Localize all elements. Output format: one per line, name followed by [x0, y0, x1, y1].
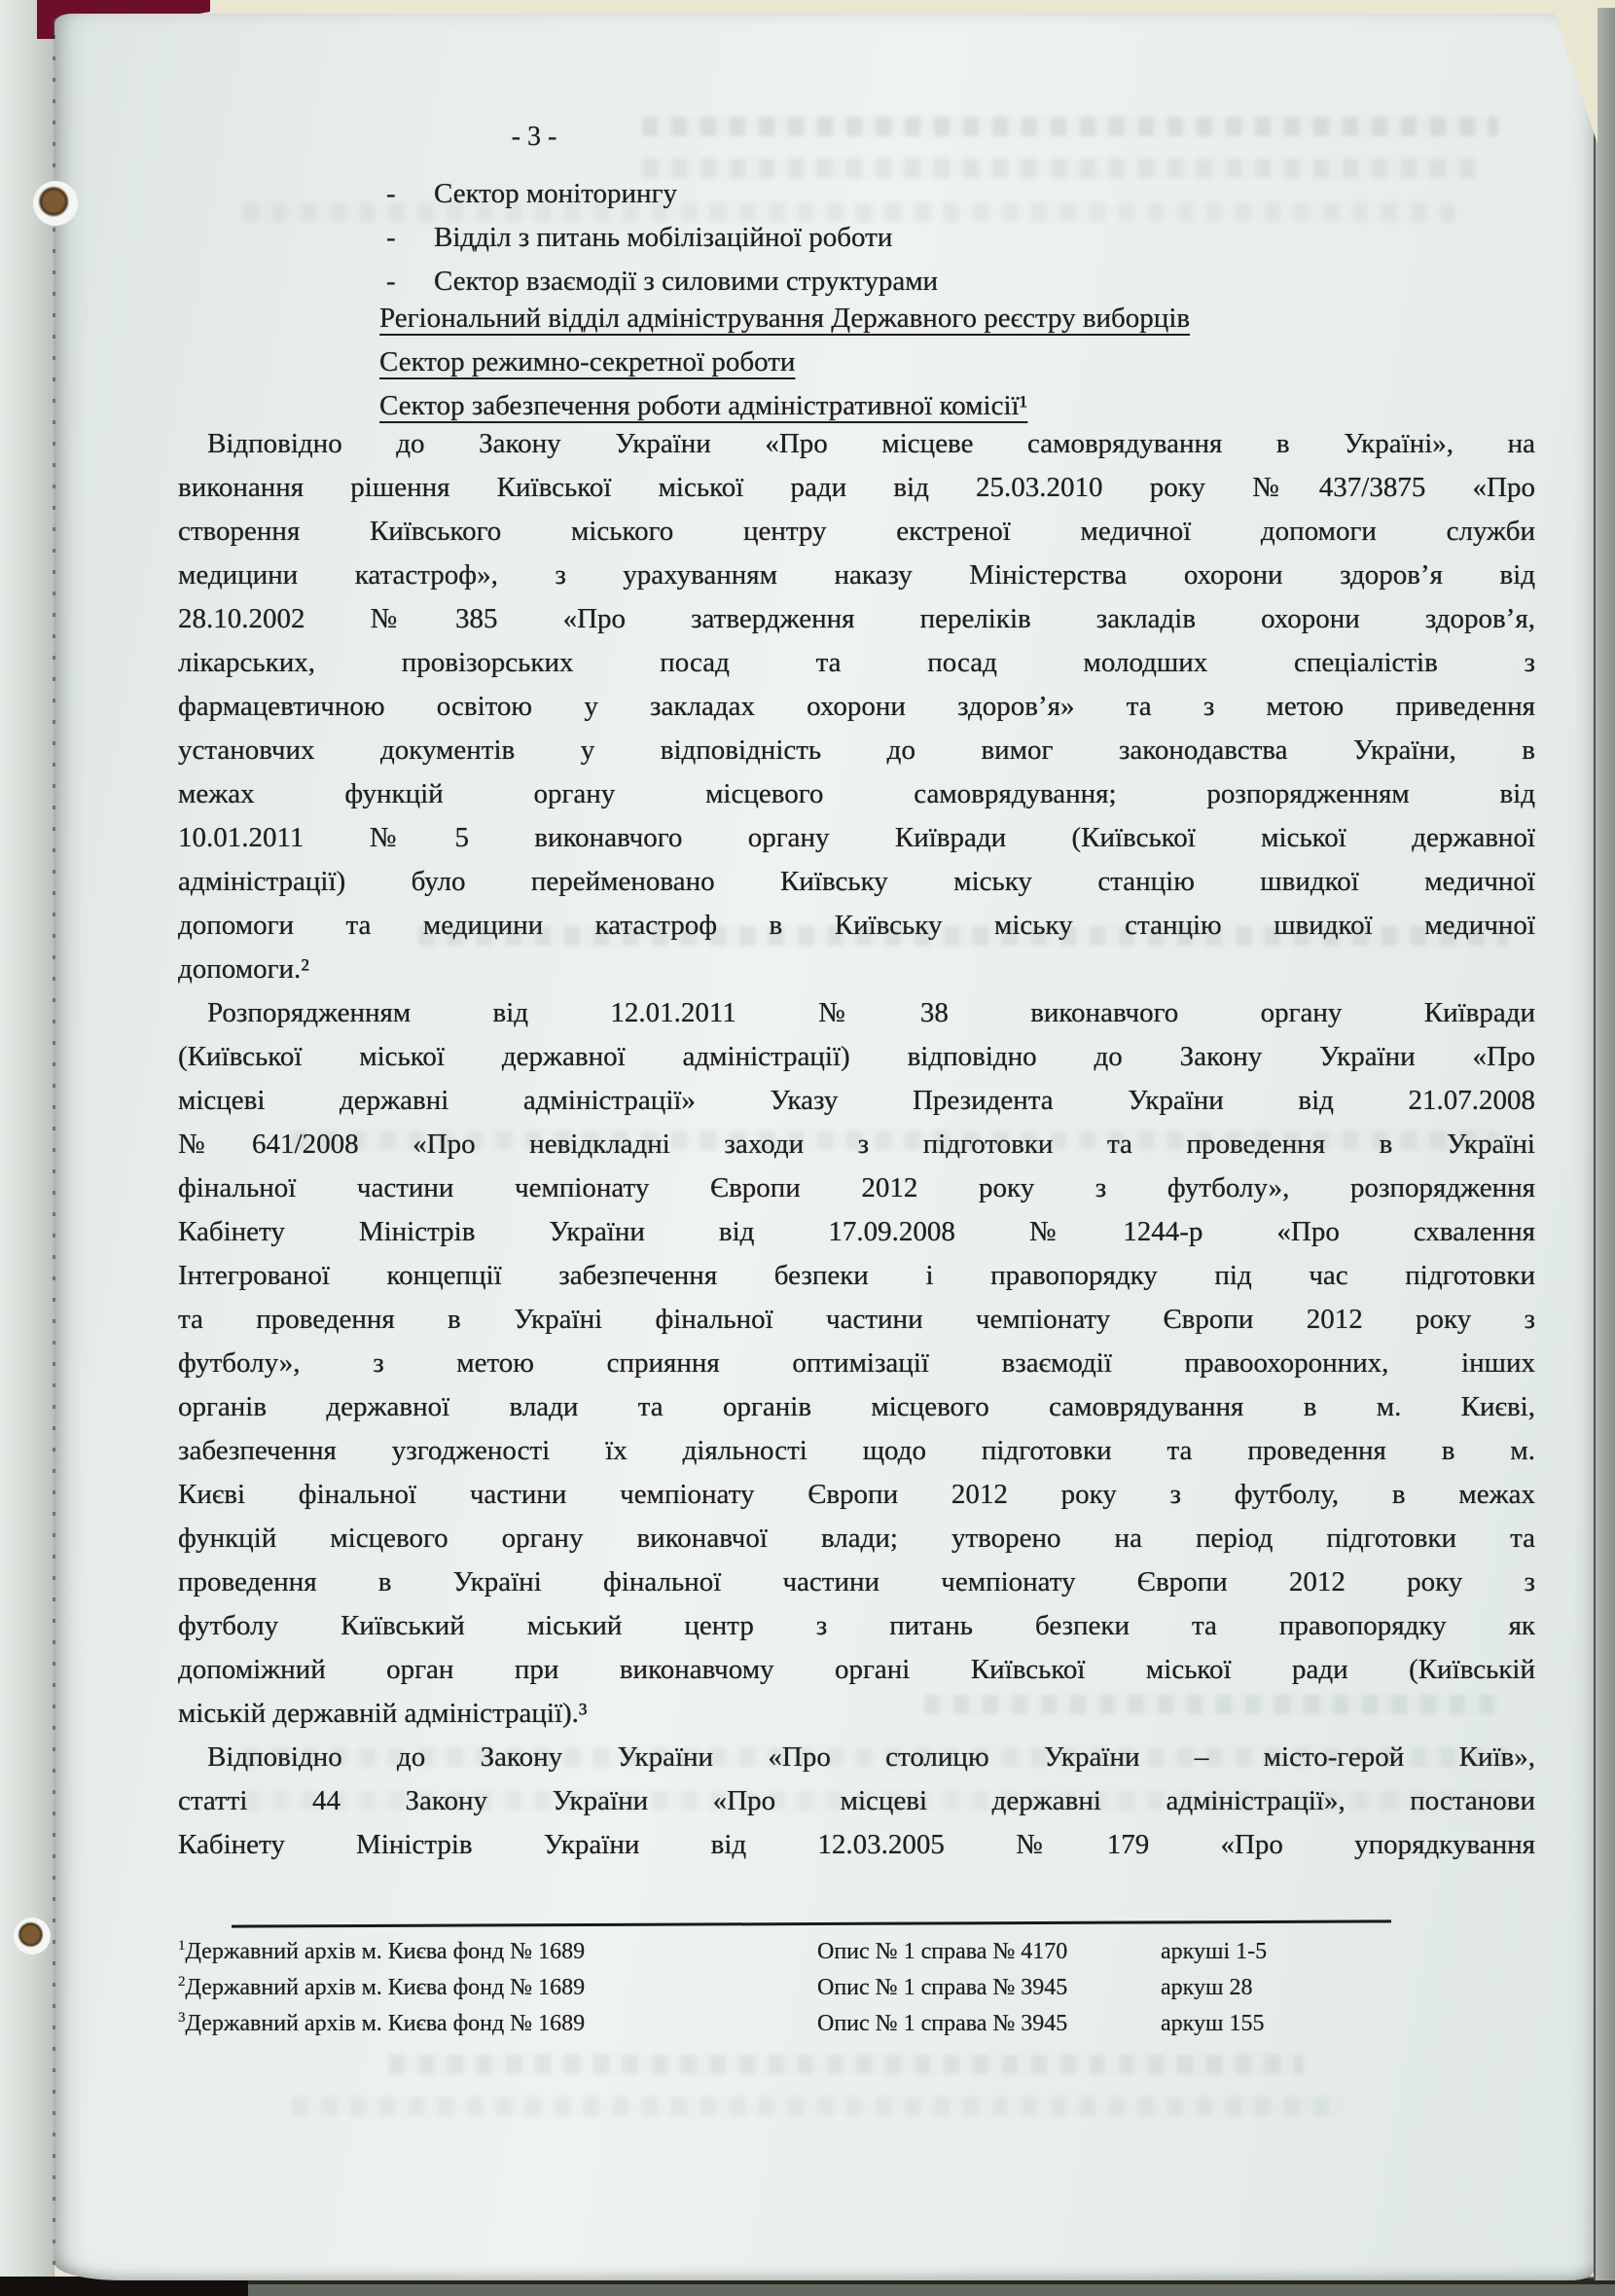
paragraph-line: установчих документів у відповідність до вимог законодавства України, в: [178, 735, 1535, 766]
underlined-heading: Регіональний відділ адміністрування Державного реєстру виборців: [379, 303, 1191, 334]
footnote-inventory: Опис № 1 справа № 4170: [817, 1939, 1068, 1964]
paragraph-line: Відповідно до Закону України «Про місцеве самоврядування в Україні», на: [207, 428, 1535, 459]
paragraph-line: №641/2008 «Про невідкладні заходи з підготовки та проведення в Україні: [178, 1129, 1535, 1160]
list-bullet: -: [386, 266, 396, 297]
footnote-inventory: Опис № 1 справа № 3945: [817, 2011, 1068, 2036]
list-item: [386, 216, 1262, 260]
paragraph-line: фармацевтичною освітою у закладах охорони здоров’я» та з метою приведення: [178, 691, 1535, 722]
paragraph-line: допоміжний орган при виконавчому органі Київської міської ради (Київській: [178, 1654, 1535, 1685]
paragraph-line: створення Київського міського центру екстреної медичної допомоги служби: [178, 516, 1535, 547]
paragraph-line: футболу», з метою сприяння оптимізації взаємодії правоохоронних, інших: [178, 1347, 1535, 1379]
list-item-label: Сектор взаємодії з силовими структурами: [434, 266, 939, 297]
footnote-source: [178, 2006, 817, 2042]
paragraph-line: та проведення в Україні фінальної частини чемпіонату Європи 2012 року з: [178, 1304, 1535, 1335]
org-units-list: [386, 172, 1262, 304]
paragraph-line: 10.01.2011 №5 виконавчого органу Київради (Київської міської державної: [178, 822, 1535, 853]
paragraph-line: Кабінету Міністрів України від 12.03.2005 №179 «Про упорядкування: [178, 1829, 1535, 1860]
footnote-inventory: Опис № 1 справа № 3945: [817, 1975, 1068, 2000]
footnote-source: [178, 1970, 817, 2006]
paragraph-line: органів державної влади та органів місцевого самоврядування в м. Києві,: [178, 1391, 1535, 1422]
paragraph-line: Києві фінальної частини чемпіонату Європи 2012 року з футболу, в межах: [178, 1479, 1535, 1510]
list-bullet: -: [386, 222, 396, 253]
paragraph-line: міській державній адміністрації).³: [178, 1698, 588, 1729]
binding-seam: [53, 14, 55, 2277]
footnote-marker: 2: [178, 1974, 186, 1990]
paragraph-line: адміністрації) було перейменовано Київську міську станцію швидкої медичної: [178, 866, 1535, 897]
list-item-label: Відділ з питань мобілізаційної роботи: [434, 222, 893, 253]
footnote-sheets: аркуш 28: [1161, 1975, 1253, 2000]
body-paragraphs: [178, 422, 1535, 1867]
paragraph-line: забезпечення узгодженості їх діяльності щодо підготовки та проведення в м.: [178, 1435, 1535, 1466]
page-edge-shadow: [1594, 8, 1615, 2280]
footnote-source-text: Державний архів м. Києва фонд № 1689: [185, 1939, 586, 1964]
page-number: - 3 -: [511, 122, 557, 152]
list-item-label: Сектор моніторингу: [434, 178, 677, 209]
paragraph-line: статті 44 Закону України «Про місцеві державні адміністрації», постанови: [178, 1785, 1535, 1816]
list-item: [386, 172, 1262, 216]
paragraph-line: проведення в Україні фінальної частини чемпіонату Європи 2012 року з: [178, 1566, 1535, 1597]
paragraph-line: межах функцій органу місцевого самоврядування; розпорядженням від: [178, 778, 1535, 809]
paragraph-line: Інтегрованої концепції забезпечення безпеки і правопорядку під час підготовки: [178, 1260, 1535, 1291]
paragraph-line: Відповідно до Закону України «Про столицю України – місто-герой Київ»,: [207, 1741, 1535, 1773]
paragraph-line: футболу Київський міський центр з питань безпеки та правопорядку як: [178, 1610, 1535, 1641]
paragraph-line: функцій місцевого органу виконавчої влади; утворено на період підготовки та: [178, 1523, 1535, 1554]
footnote-marker: 1: [178, 1938, 186, 1954]
punch-hole-top: [33, 181, 78, 226]
paragraph-line: допомоги та медицини катастроф в Київську міську станцію швидкої медичної: [178, 910, 1535, 941]
underlined-heading: Сектор режимно-секретної роботи: [379, 346, 796, 377]
footnote-source-text: Державний архів м. Києва фонд № 1689: [185, 1975, 586, 2000]
bleed-through-text: [292, 2097, 1343, 2116]
bleed-through-text: [389, 2055, 1304, 2074]
paragraph-line: (Київської міської державної адміністрації) відповідно до Закону України «Про: [178, 1041, 1535, 1072]
paragraph-line: виконання рішення Київської міської ради від 25.03.2010 року №437/3875 «Про: [178, 472, 1535, 503]
footnote-sheets: аркуші 1-5: [1161, 1939, 1268, 1964]
paragraph-line: Розпорядженням від 12.01.2011 №38 виконавчого органу Київради: [207, 997, 1535, 1028]
paragraph-line: Кабінету Міністрів України від 17.09.2008 №1244-р «Про схвалення: [178, 1216, 1535, 1247]
paragraph-line: 28.10.2002 №385 «Про затвердження переліків закладів охорони здоров’я,: [178, 603, 1535, 634]
bleed-through-text: [642, 117, 1498, 136]
paragraph-line: фінальної частини чемпіонату Європи 2012 року з футболу», розпорядження: [178, 1172, 1535, 1203]
paragraph-line: місцеві державні адміністрації» Указу Президента України від 21.07.2008: [178, 1085, 1535, 1116]
list-bullet: -: [386, 178, 396, 209]
paragraph-line: допомоги.²: [178, 953, 309, 985]
underlined-headings: [379, 297, 1547, 428]
punch-hole-bottom: [14, 1918, 51, 1955]
underlined-heading: Сектор забезпечення роботи адміністративної комісії¹: [379, 390, 1028, 421]
footnote-sheets: аркуш 155: [1161, 2011, 1265, 2036]
footnote-marker: 3: [178, 2010, 186, 2026]
footnotes: [178, 1934, 1443, 2042]
footnote-source-text: Державний архів м. Києва фонд № 1689: [185, 2011, 586, 2036]
paragraph-line: медицини катастроф», з урахуванням наказу Міністерства охорони здоров’я від: [178, 559, 1535, 591]
paragraph-line: лікарських, провізорських посад та посад молодших спеціалістів з: [178, 647, 1535, 678]
footnote-source: [178, 1934, 817, 1970]
